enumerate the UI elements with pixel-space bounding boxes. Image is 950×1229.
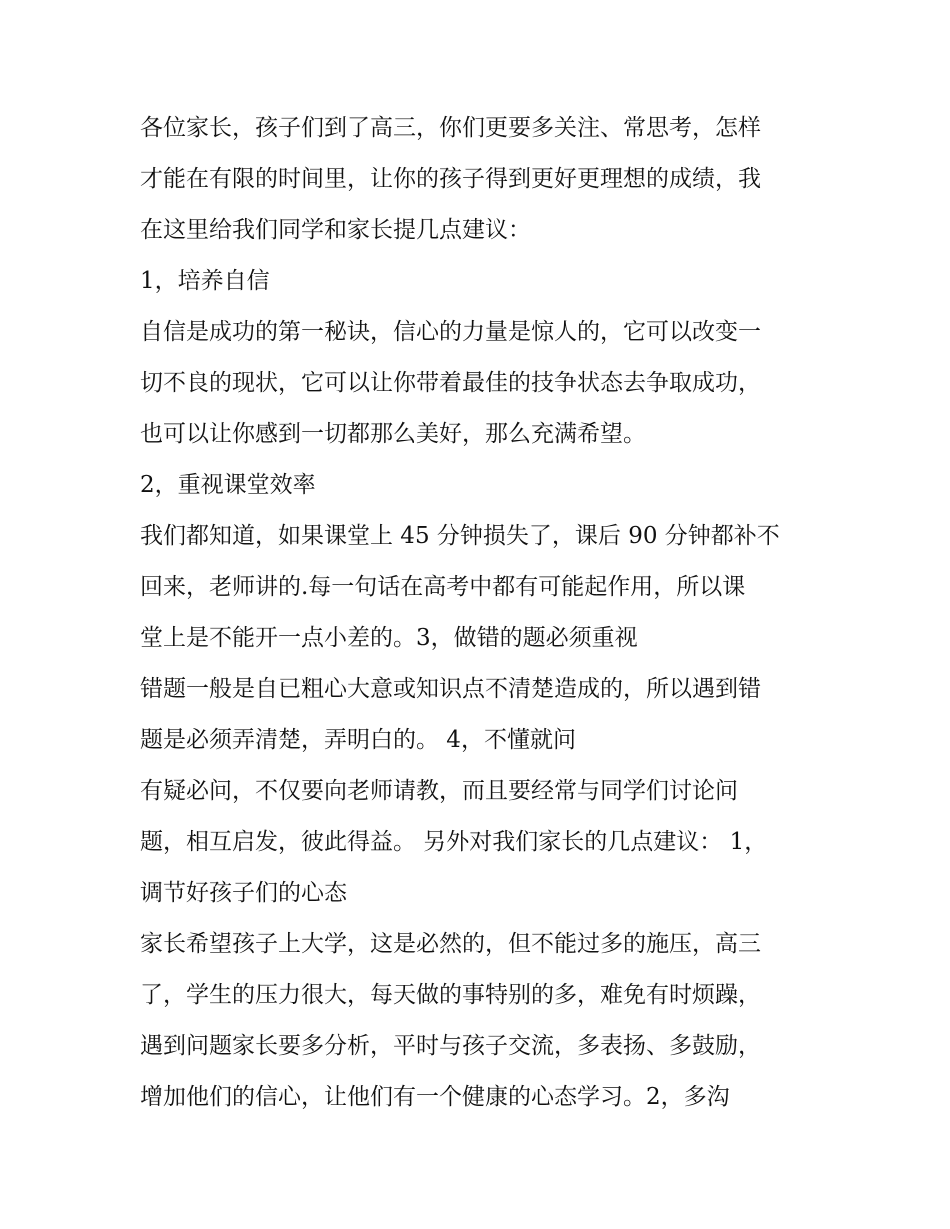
document-body (140, 103, 820, 1123)
text-line: 在这里给我们同学和家长提几点建议： (140, 217, 531, 243)
section-heading: 调节好孩子们的心态 (140, 880, 347, 906)
text-line: 家长希望孩子上大学，这是必然的，但不能过多的施压，高三 (140, 931, 761, 957)
text-line: 题是必须弄清楚，弄明白的。 4，不懂就问 (140, 727, 576, 753)
section-heading: 1，培养自信 (140, 268, 270, 294)
text-line: 了，学生的压力很大，每天做的事特别的多，难免有时烦躁， (140, 982, 761, 1008)
text-line: 错题一般是自已粗心大意或知识点不清楚造成的，所以遇到错 (140, 676, 761, 702)
text-line: 自信是成功的第一秘诀，信心的力量是惊人的，它可以改变一 (140, 319, 761, 345)
text-line: 遇到问题家长要多分析，平时与孩子交流，多表扬、多鼓励， (140, 1033, 761, 1059)
text-line: 堂上是不能开一点小差的。3，做错的题必须重视 (140, 625, 638, 651)
text-line: 才能在有限的时间里，让你的孩子得到更好更理想的成绩，我 (140, 166, 761, 192)
text-line: 切不良的现状，它可以让你带着最佳的技争状态去争取成功， (140, 370, 761, 396)
text-line: 有疑必问，不仅要向老师请教，而且要经常与同学们讨论问 (140, 778, 738, 804)
text-line: 回来，老师讲的.每一句话在高考中都有可能起作用，所以课 (140, 574, 746, 600)
text-line: 我们都知道，如果课堂上 45 分钟损失了，课后 90 分钟都补不 (140, 523, 780, 549)
text-line: 增加他们的信心，让他们有一个健康的心态学习。2，多沟 (140, 1084, 730, 1110)
text-line: 各位家长，孩子们到了高三，你们更要多关注、常思考，怎样 (140, 115, 761, 141)
text-line: 题，相互启发，彼此得益。 另外对我们家长的几点建议： 1， (140, 829, 768, 855)
text-line: 也可以让你感到一切都那么美好，那么充满希望。 (140, 421, 646, 447)
section-heading: 2，重视课堂效率 (140, 472, 316, 498)
